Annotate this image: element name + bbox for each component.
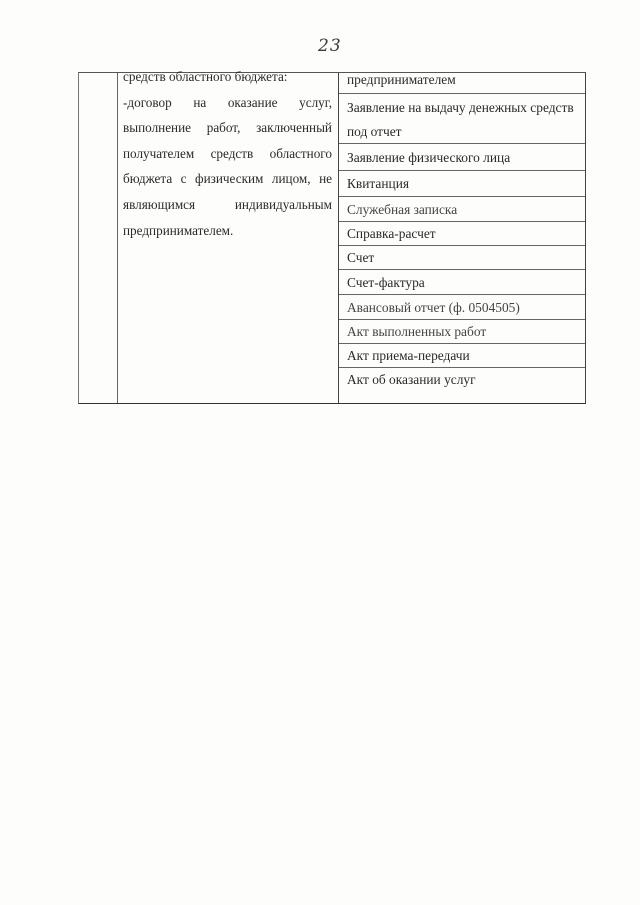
document-name: Заявление физического лица [347,150,511,165]
document-row [339,222,585,246]
document-row [339,197,585,222]
document-row [339,246,585,270]
document-name: Счет [347,250,375,265]
document-name: Заявление на выдачу денежных средств под отчет [347,100,574,139]
description-line: получателем средств областного [123,145,332,161]
document-row [339,295,585,320]
description-line: бюджета с физическим лицом, не [123,171,332,187]
column-divider [117,73,118,403]
document-row [339,320,585,344]
description-line: средств областного бюджета: [123,69,288,84]
document-row [339,270,585,295]
document-name: Квитанция [347,176,410,191]
description-line: -договор на оказание услуг, [123,94,332,110]
document-row [339,171,585,197]
document-row [339,72,585,94]
description-line: выполнение работ, заключенный [123,120,332,136]
document-name: Акт приема-передачи [347,348,470,363]
basis-description-cell [123,69,332,243]
description-line: предпринимателем. [123,222,234,238]
document-row [339,344,585,368]
page-number: 23 [318,36,342,56]
document-name: Акт выполненных работ [347,324,487,339]
document-list-cell [339,73,585,394]
document-row [339,94,585,144]
document-name: Авансовый отчет (ф. 0504505) [347,300,520,315]
description-line: являющимся индивидуальным [123,196,332,212]
document-name: Служебная записка [347,202,458,217]
documents-table [78,69,586,404]
document-row [339,144,585,171]
document-name: Акт об оказании услуг [347,372,476,387]
document-name: Справка-расчет [347,226,436,241]
document-name: Счет-фактура [347,275,425,290]
document-name: предпринимателем [347,72,456,87]
document-row [339,368,585,394]
